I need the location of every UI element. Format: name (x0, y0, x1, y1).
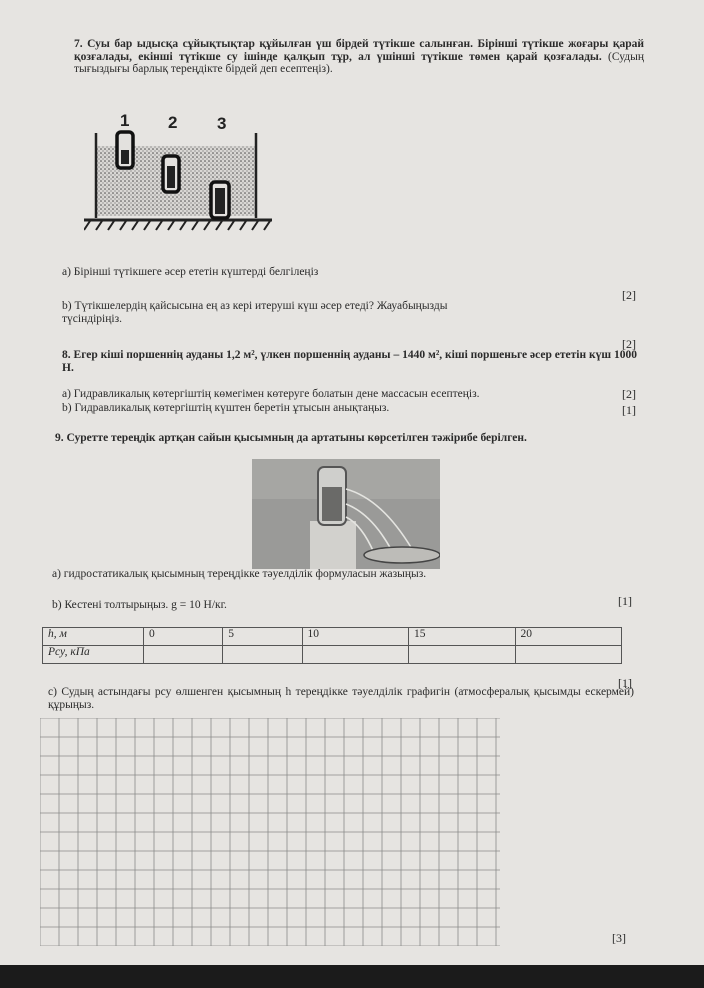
stand-block (310, 521, 356, 569)
depth-cell: 0 (144, 628, 223, 646)
pressure-depth-table (42, 627, 622, 664)
tube-label-3: 3 (217, 114, 227, 133)
ground-hatching (84, 221, 270, 230)
collecting-dish (364, 547, 440, 563)
question-7-text: 7. Суы бар ыдысқа сұйықтықтар құйылған үш бірдей түтікше салынған. Бірінші түтікше жоғары қарай қозғалады, екінші түтікше су ішінде қалқып тұр, ал үшінші түтікше төмен қарай қозғалады. (74, 38, 644, 63)
tube-label-2: 2 (168, 113, 178, 132)
question-9: 9. Суретте тереңдік артқан сайын қысымның да артатыны көрсетілген тәжірибе берілген. (55, 432, 527, 444)
question-9-part-b: b) Кестені толтырыңыз. g = 10 Н/кг. (52, 599, 227, 611)
depth-cell: 5 (223, 628, 302, 646)
pressure-cell[interactable] (515, 646, 622, 664)
question-9-part-c-mark: [3] (612, 931, 626, 945)
pressure-cell[interactable] (144, 646, 223, 664)
question-9-part-a: а) гидростатикалық қысымның тереңдікке тәуелділік формуласын жазыңыз. (52, 568, 427, 580)
tubes-in-water-figure (84, 108, 274, 243)
question-7-part-a-mark: [2] (622, 288, 636, 302)
tube-label-1: 1 (120, 111, 130, 130)
depth-cell: 20 (515, 628, 622, 646)
depth-row-label: h, м (43, 628, 144, 646)
question-7-part-a: а) Бірінші түтікшеге әсер ететін күштерді белгілеңіз (62, 266, 319, 278)
pressure-cell[interactable] (223, 646, 302, 664)
question-7 (74, 38, 644, 76)
question-8: 8. Егер кіші поршеннің ауданы 1,2 м², үлкен поршеннің ауданы – 1440 м², кіші поршеньге әсер ететін күш 1000 Н. (62, 349, 637, 374)
tube-2 (163, 156, 179, 192)
question-7-part-b: b) Түтікшелердің қайсысына ең аз кері итеруші күш әсер етеді? Жауабыңызды түсіндіріңіз. (62, 300, 448, 325)
question-8-part-a-mark: [2] (622, 387, 636, 401)
question-7-part-b-mark: [2] (622, 337, 636, 351)
experiment-photo (252, 459, 440, 569)
tube-1 (117, 132, 133, 168)
pressure-row-label: Pсу, кПа (43, 646, 144, 664)
question-8-part-b: b) Гидравликалық көтергіштің күштен беретін ұтысын анықтаңыз. (62, 402, 390, 414)
tube-3 (211, 182, 229, 218)
table-row-depth (43, 628, 622, 646)
question-8-part-a: а) Гидравликалық көтергіштің көмегімен көтеруге болатын дене массасын есептеңіз. (62, 388, 480, 400)
pressure-cell[interactable] (409, 646, 515, 664)
question-9-part-b-mark: [1] (618, 594, 632, 608)
question-7-note: (Судың тығыздығы барлық тереңдікте бірдей деп есептеңіз). (74, 50, 645, 75)
depth-cell: 10 (302, 628, 408, 646)
table-row-pressure (43, 646, 622, 664)
table-mark: [1] (618, 676, 632, 690)
question-9-part-c: c) Судың астындағы pсу өлшенген қысымның h тереңдікке тәуелділік графигін (атмосфералық қысымды ескермей) құрыңыз. (48, 686, 634, 711)
question-8-part-b-mark: [1] (622, 403, 636, 417)
pressure-cell[interactable] (302, 646, 408, 664)
graph-grid[interactable] (40, 718, 500, 946)
depth-cell: 15 (409, 628, 515, 646)
